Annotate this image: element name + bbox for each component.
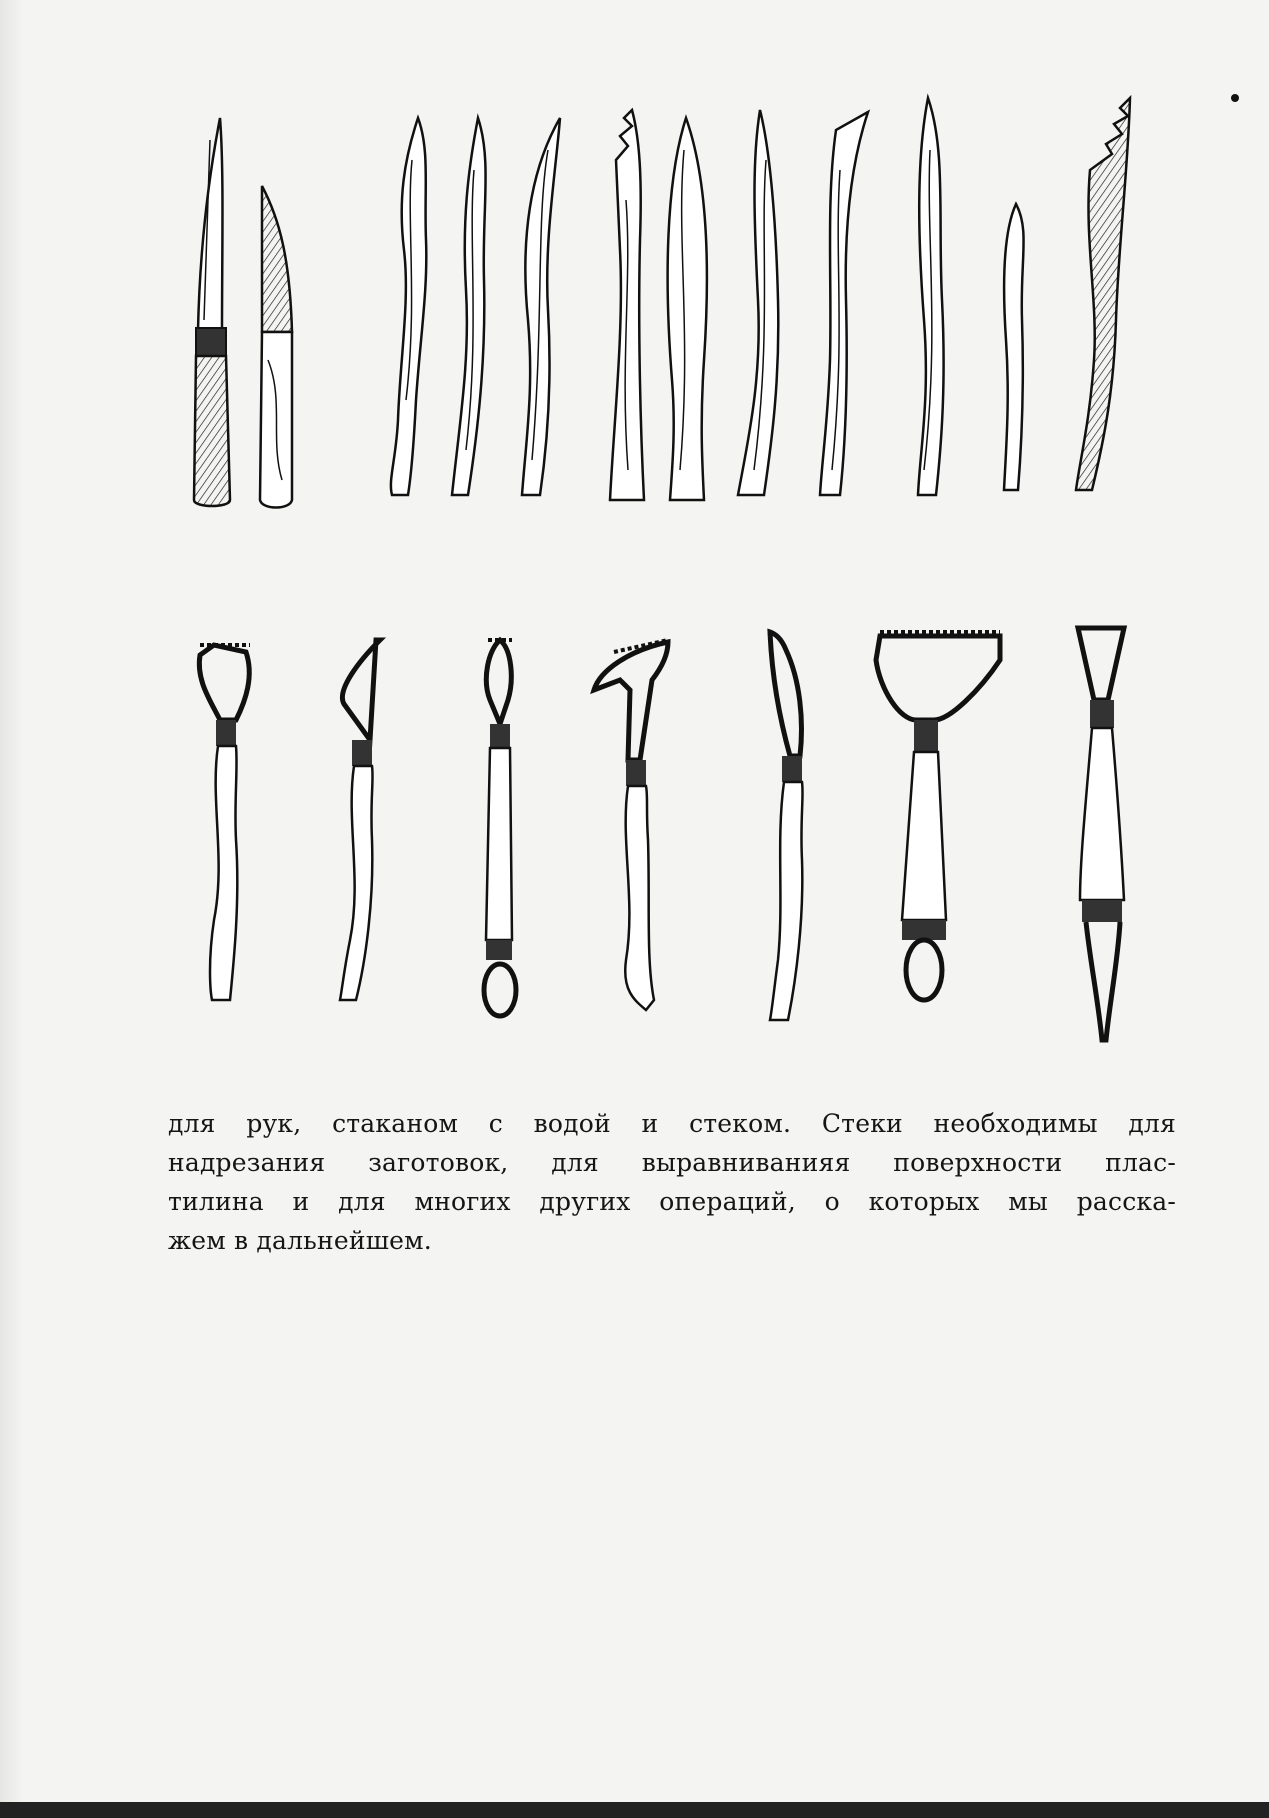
loop-tool-icon [876, 632, 1000, 1000]
serrated-spatula-icon [1076, 98, 1130, 490]
caption-line: жем в дальнейшем. [168, 1226, 432, 1255]
caption-paragraph [168, 1104, 1176, 1260]
spatula-icon [452, 118, 486, 495]
spatula-icon [918, 98, 944, 495]
loop-tool-icon [484, 640, 516, 1016]
scan-mark [1231, 94, 1239, 102]
caption-line: надрезания заготовок, для выравниванияя поверхности плас- [168, 1148, 1176, 1177]
caption-line: для рук, стаканом с водой и стеком. Стеки необходимы для [168, 1109, 1176, 1138]
caption-line: тилина и для многих других операций, о которых мы расска- [168, 1187, 1176, 1216]
loop-tool-icon [340, 640, 380, 1000]
serrated-spatula-icon [610, 110, 644, 500]
loop-tool-icon [199, 645, 250, 1000]
spatula-icon [391, 118, 426, 495]
loop-tool-icon [594, 640, 668, 1010]
spatula-icon [1004, 204, 1024, 490]
spatula-icon [522, 118, 560, 495]
loop-tool-icon [1078, 628, 1124, 1040]
loop-tool-icon [770, 632, 803, 1020]
spatula-icon [668, 118, 707, 500]
spatula-icon [738, 110, 778, 495]
knife-icon [260, 186, 292, 508]
scan-bottom-edge [0, 1802, 1269, 1818]
spatula-icon [820, 112, 868, 495]
knife-icon [194, 118, 230, 506]
